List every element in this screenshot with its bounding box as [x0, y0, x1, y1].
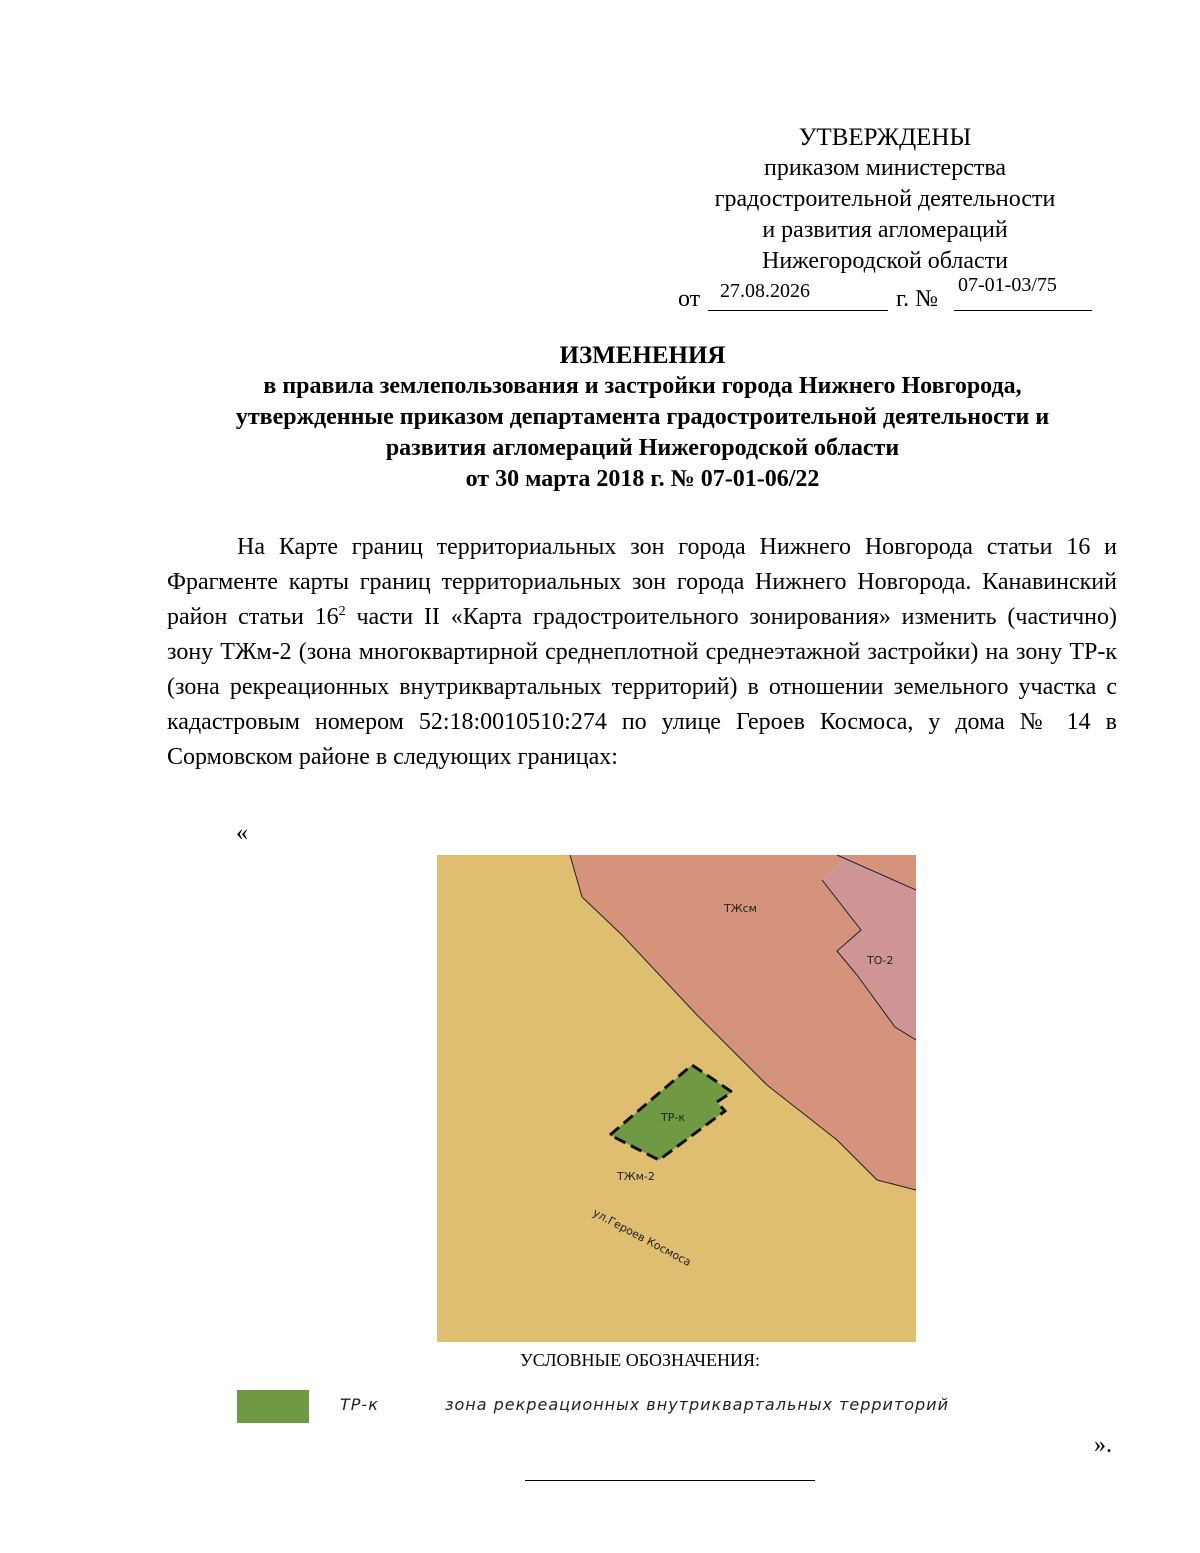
opening-quote: « — [236, 820, 248, 846]
approval-line: Нижегородской области — [761, 248, 1009, 274]
legend-code: ТР-к — [340, 1395, 379, 1414]
date-prefix: от — [678, 286, 701, 312]
number-value: 07-01-03/75 — [958, 274, 1057, 296]
title-line: ИЗМЕНЕНИЯ — [559, 342, 726, 369]
label-tzhsm: ТЖсм — [724, 902, 757, 915]
label-trk: ТР-к — [661, 1111, 685, 1124]
approval-date-line — [678, 274, 1098, 314]
end-rule — [525, 1480, 815, 1481]
body-paragraph — [167, 530, 1117, 775]
approval-heading: УТВЕРЖДЕНЫ — [798, 124, 972, 151]
legend-description: зона рекреационных внутриквартальных территорий — [445, 1395, 949, 1414]
closing-quote: ». — [1094, 1432, 1112, 1458]
label-tzhm2: ТЖм-2 — [617, 1170, 655, 1183]
body-superscript: 2 — [338, 604, 346, 619]
body-text-part1: На Карте границ территориальных зон города Нижнего Новгорода статьи 16 и Фрагменте карты границ территориальных зон города Нижнего Новгорода. Канавинский район статьи 16 — [167, 534, 1117, 630]
document-title — [150, 340, 1135, 495]
date-underline — [708, 310, 888, 311]
approval-block — [640, 122, 1130, 277]
approval-line: и развития агломераций — [762, 217, 1008, 243]
title-line: от 30 марта 2018 г. № 07-01-06/22 — [465, 466, 820, 492]
title-line: утвержденные приказом департамента градостроительной деятельности и — [235, 404, 1050, 430]
number-prefix: г. № — [896, 286, 939, 312]
legend-title: УСЛОВНЫЕ ОБОЗНАЧЕНИЯ: — [520, 1350, 760, 1370]
title-line: развития агломераций Нижегородской области — [385, 435, 900, 461]
body-text-part2: части II «Карта градостроительного зонирования» изменить (частично) зону ТЖм-2 (зона многоквартирной среднеплотной среднеэтажной застройки) на зону ТР-к (зона рекреационных внутриквартальных территорий) в отношении земельного участка с кадастровым номером 52:18:0010510:274 по улице Героев Космоса, у дома № 14 в Сормовском районе в следующих границах: — [167, 604, 1117, 770]
number-underline — [954, 310, 1092, 311]
title-line: в правила землепользования и застройки города Нижнего Новгорода, — [263, 373, 1022, 399]
label-to2: ТО-2 — [867, 954, 894, 967]
zoning-map — [437, 855, 916, 1342]
date-value: 27.08.2026 — [720, 280, 810, 302]
legend-swatch — [237, 1390, 309, 1423]
approval-line: приказом министерства — [763, 155, 1007, 181]
approval-line: градостроительной деятельности — [714, 186, 1056, 212]
street-label: ул.Героев Космоса — [590, 1206, 694, 1270]
